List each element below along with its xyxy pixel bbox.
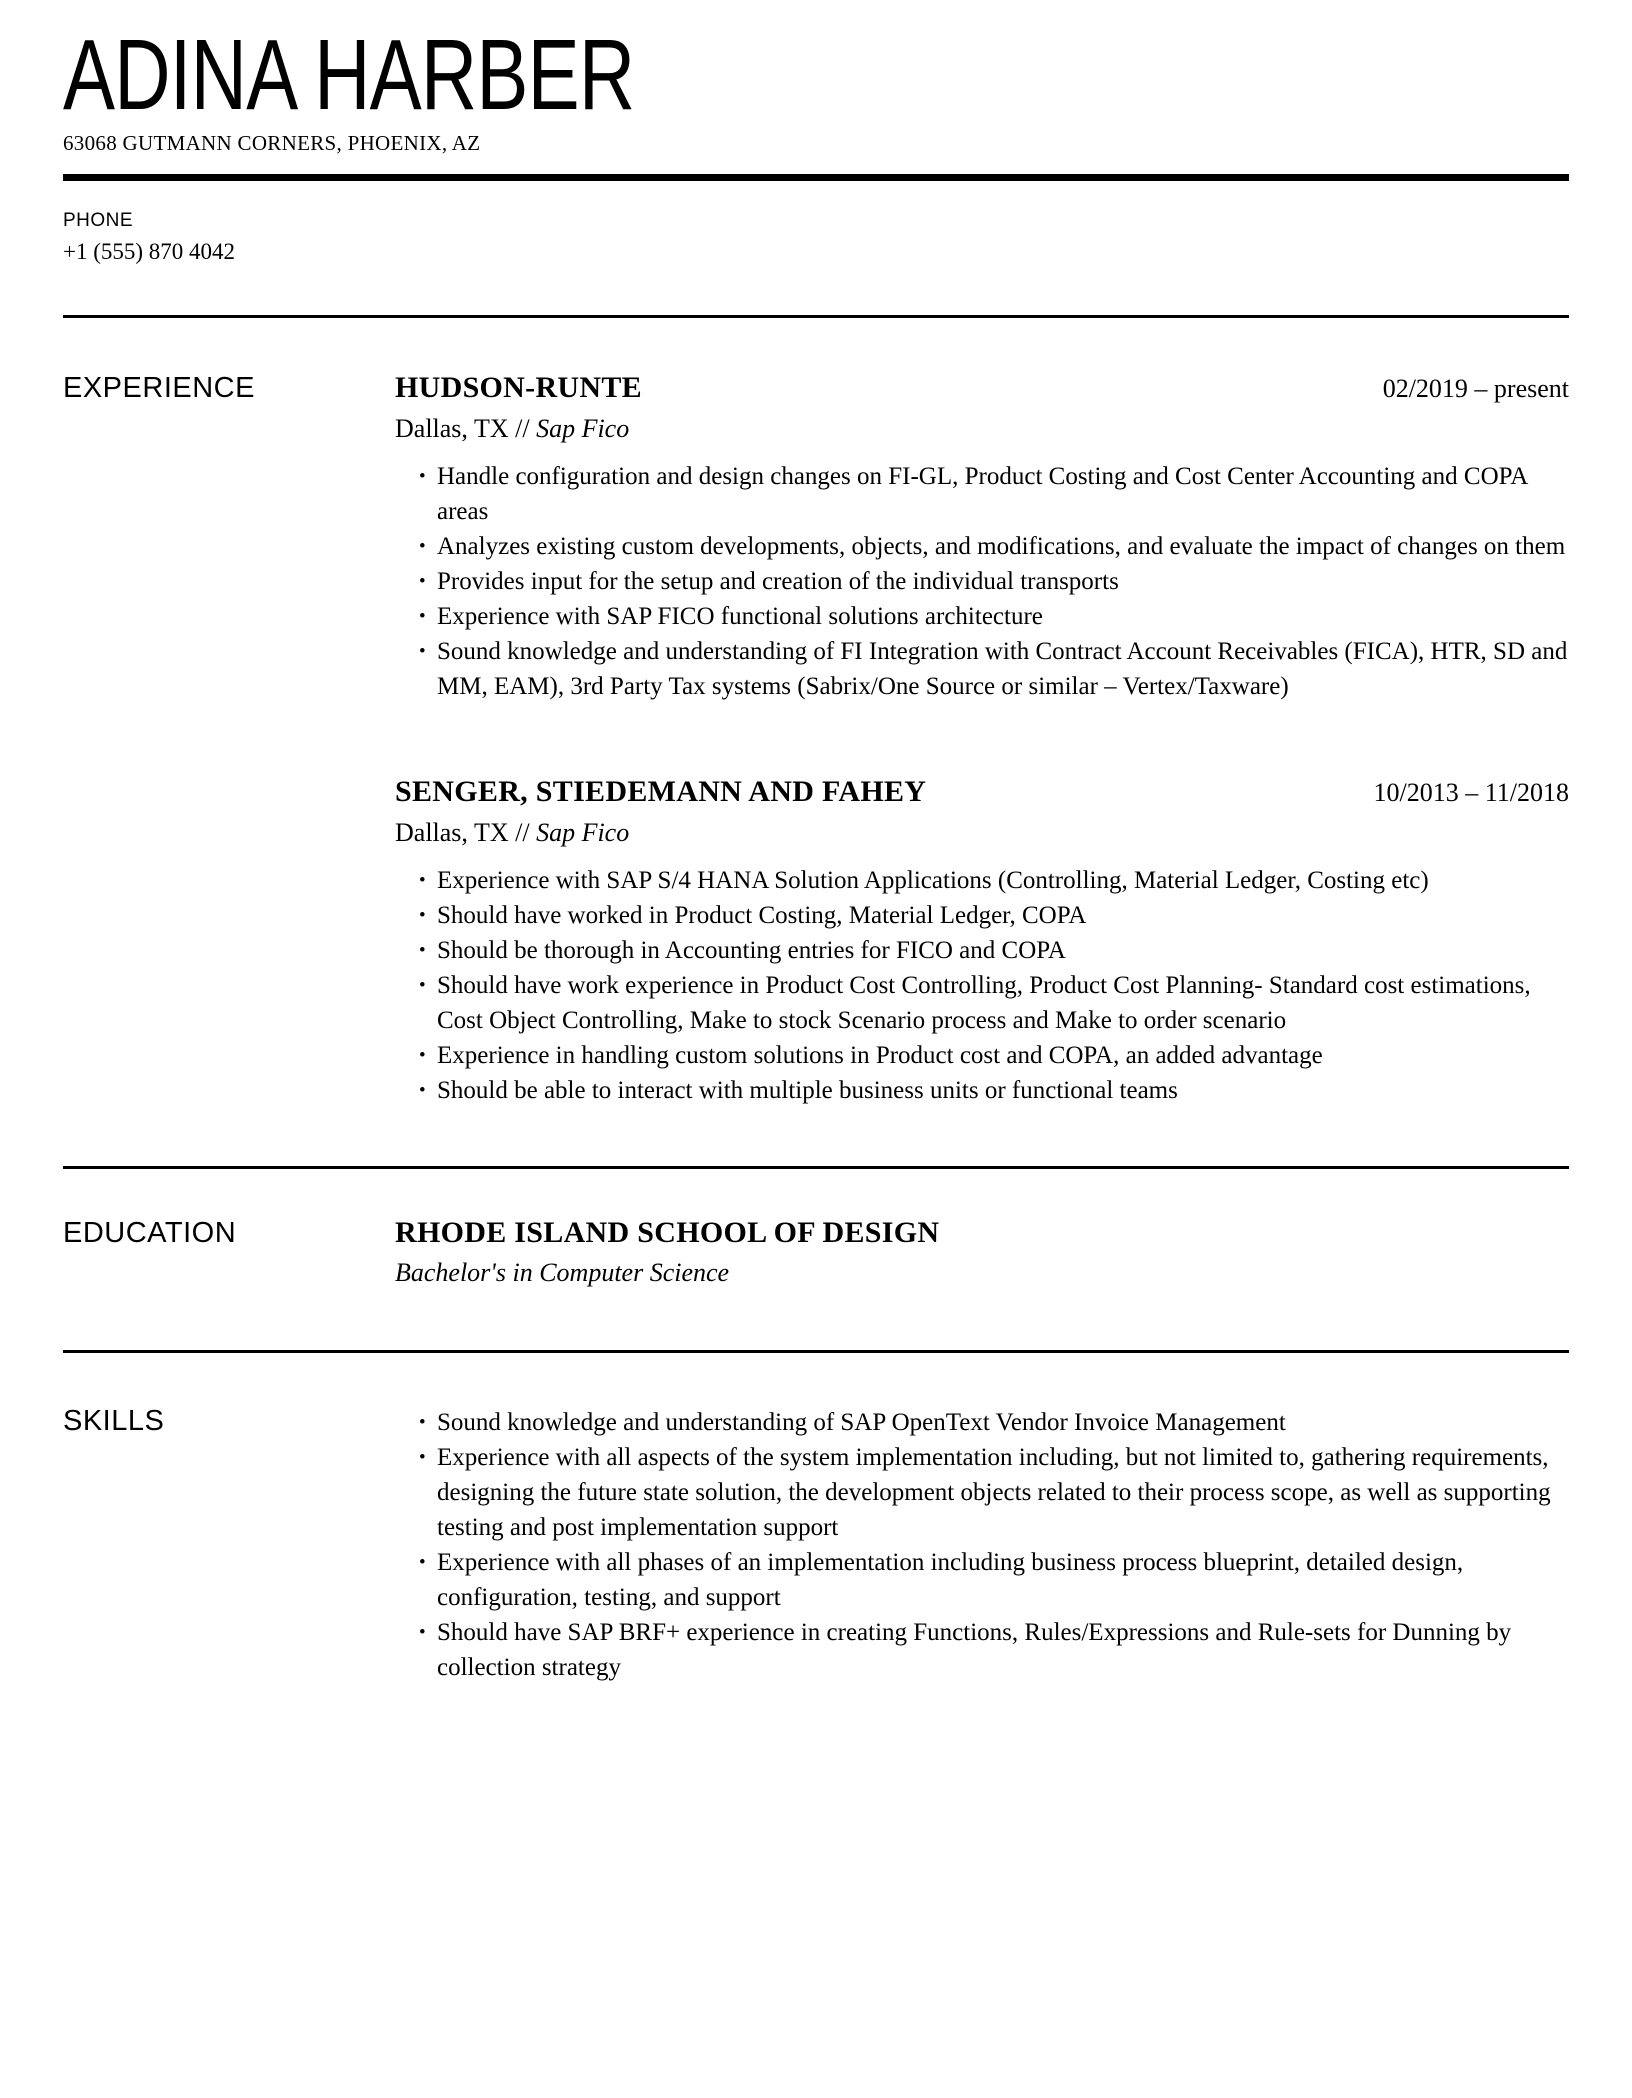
bullet-list <box>395 1405 1569 1685</box>
contact-block <box>63 209 1569 267</box>
bullet-item: • Experience with all phases of an implementation including business process blueprint, detailed design, configuration, testing, and support <box>395 1545 1569 1615</box>
phone-number: +1 (555) 870 4042 <box>63 239 236 264</box>
school-name: RHODE ISLAND SCHOOL OF DESIGN <box>395 1216 940 1249</box>
skills-content <box>395 1403 1569 1685</box>
skills-label: SKILLS <box>63 1405 165 1437</box>
bullet-item: • Handle configuration and design changes on FI-GL, Product Costing and Cost Center Accounting and COPA areas <box>395 459 1569 529</box>
bullet-list <box>395 863 1569 1108</box>
section-divider <box>63 315 1569 318</box>
job-head <box>395 370 1569 407</box>
bullet-item: • Experience with SAP S/4 HANA Solution Applications (Controlling, Material Ledger, Costing etc) <box>395 863 1569 898</box>
job-dates: 10/2013 – 11/2018 <box>1373 778 1569 807</box>
job-entry <box>395 774 1569 1108</box>
bullet-item: • Experience with SAP FICO functional solutions architecture <box>395 599 1569 634</box>
bullet-item: • Should be thorough in Accounting entries for FICO and COPA <box>395 933 1569 968</box>
experience-label: EXPERIENCE <box>63 372 255 404</box>
header <box>63 19 1569 318</box>
header-divider <box>63 174 1569 181</box>
section-divider <box>63 1350 1569 1353</box>
job-role: Sap Fico <box>536 414 630 443</box>
person-name: ADINA HARBER <box>63 19 635 131</box>
bullet-item: • Sound knowledge and understanding of FI Integration with Contract Account Receivables (FICA), HTR, SD and MM, EAM), 3rd Party Tax systems (Sabrix/One Source or similar – Vertex/Taxware) <box>395 634 1569 704</box>
section-divider <box>63 1166 1569 1169</box>
job-company: SENGER, STIEDEMANN AND FAHEY <box>395 775 927 808</box>
bullet-item: • Should have work experience in Product Cost Controlling, Product Cost Planning- Standard cost estimations, Cost Object Controlling, Make to stock Scenario process and Make to order scenario <box>395 968 1569 1038</box>
job-company: HUDSON-RUNTE <box>395 371 642 404</box>
education-label: EDUCATION <box>63 1217 237 1249</box>
experience-content <box>395 370 1569 1108</box>
phone-label: PHONE <box>63 210 134 231</box>
section-experience <box>63 370 1569 1108</box>
bullet-list <box>395 459 1569 704</box>
bullet-item: • Should have worked in Product Costing, Material Ledger, COPA <box>395 898 1569 933</box>
job-location: Dallas, TX // <box>395 818 530 847</box>
bullet-item: • Sound knowledge and understanding of SAP OpenText Vendor Invoice Management <box>395 1405 1569 1440</box>
bullet-item: • Experience with all aspects of the system implementation including, but not limited to, gathering requirements, designing the future state solution, the development objects related to their process scope, as well as supporting testing and post implementation support <box>395 1440 1569 1545</box>
bullet-item: • Should be able to interact with multiple business units or functional teams <box>395 1073 1569 1108</box>
bullet-item: • Analyzes existing custom developments, objects, and modifications, and evaluate the impact of changes on them <box>395 529 1569 564</box>
education-content <box>395 1215 1569 1289</box>
bullet-item: • Provides input for the setup and creation of the individual transports <box>395 564 1569 599</box>
job-head <box>395 774 1569 811</box>
bullet-item: • Should have SAP BRF+ experience in creating Functions, Rules/Expressions and Rule-sets for Dunning by collection strategy <box>395 1615 1569 1685</box>
job-meta <box>395 817 1569 849</box>
job-dates: 02/2019 – present <box>1382 374 1569 403</box>
job-meta <box>395 413 1569 445</box>
degree: Bachelor's in Computer Science <box>395 1258 730 1287</box>
section-education <box>63 1215 1569 1289</box>
section-skills <box>63 1403 1569 1685</box>
bullet-item: • Experience in handling custom solutions in Product cost and COPA, an added advantage <box>395 1038 1569 1073</box>
job-entry <box>395 370 1569 704</box>
job-role: Sap Fico <box>536 818 630 847</box>
address: 63068 GUTMANN CORNERS, PHOENIX, AZ <box>63 131 481 155</box>
job-location: Dallas, TX // <box>395 414 530 443</box>
